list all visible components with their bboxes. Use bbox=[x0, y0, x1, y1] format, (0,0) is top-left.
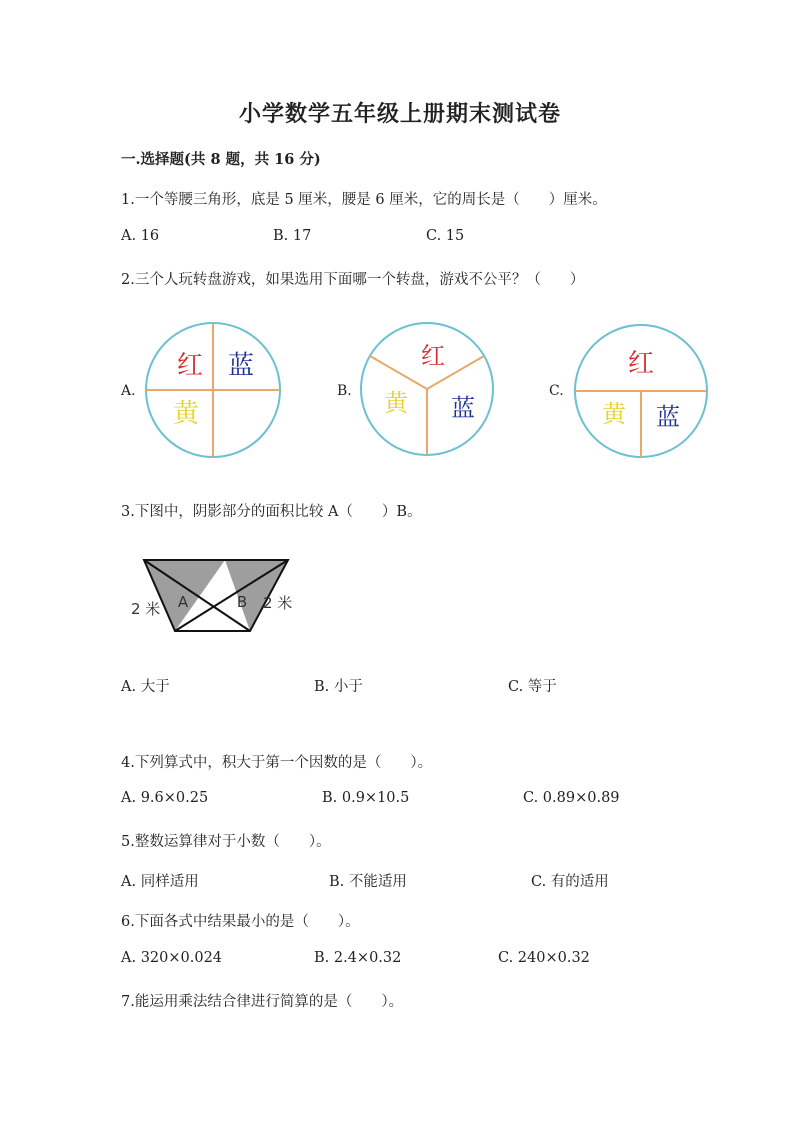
q3-option-b[interactable]: B. 小于 bbox=[314, 679, 363, 695]
trapezoid-figure bbox=[125, 552, 310, 637]
label-a: A bbox=[177, 593, 189, 611]
spinner-b-blue: 蓝 bbox=[451, 394, 475, 422]
q5-option-a[interactable]: A. 同样适用 bbox=[121, 874, 199, 890]
spinner-c-label[interactable]: C. bbox=[549, 383, 564, 399]
spinner-a-yellow: 黄 bbox=[172, 399, 200, 429]
spinner-a-blue: 蓝 bbox=[227, 351, 255, 381]
page-title: 小学数学五年级上册期末测试卷 bbox=[238, 101, 561, 127]
q6-option-b[interactable]: B. 2.4×0.32 bbox=[314, 950, 402, 966]
label-right-length: 2 米 bbox=[263, 594, 293, 612]
question-1: 1.一个等腰三角形，底是 5 厘米，腰是 6 厘米，它的周长是（ ）厘米。 bbox=[121, 192, 607, 208]
q5-option-c[interactable]: C. 有的适用 bbox=[531, 874, 609, 890]
q6-option-a[interactable]: A. 320×0.024 bbox=[121, 950, 223, 966]
spinner-c bbox=[575, 325, 707, 457]
spinner-b-divider-2 bbox=[370, 356, 427, 389]
question-3: 3.下图中，阴影部分的面积比较 A（ ）B。 bbox=[121, 504, 422, 520]
label-b: B bbox=[236, 593, 248, 611]
question-7: 7.能运用乘法结合律进行简算的是（ ）。 bbox=[121, 994, 404, 1010]
spinner-a bbox=[146, 323, 280, 457]
spinner-b-red: 红 bbox=[421, 342, 445, 370]
q1-option-c[interactable]: C. 15 bbox=[426, 228, 465, 244]
section-heading: 一.选择题(共 8 题，共 16 分) bbox=[121, 151, 321, 168]
spinner-b-label[interactable]: B. bbox=[337, 383, 352, 399]
spinner-b bbox=[361, 323, 493, 455]
q1-option-a[interactable]: A. 16 bbox=[121, 228, 160, 244]
q4-option-b[interactable]: B. 0.9×10.5 bbox=[322, 790, 410, 806]
spinner-figures bbox=[0, 310, 800, 475]
question-5: 5.整数运算律对于小数（ ）。 bbox=[121, 834, 331, 850]
q3-option-a[interactable]: A. 大于 bbox=[121, 679, 170, 695]
question-2: 2.三个人玩转盘游戏，如果选用下面哪一个转盘，游戏不公平？（ ） bbox=[121, 272, 585, 288]
question-6: 6.下面各式中结果最小的是（ ）。 bbox=[121, 914, 360, 930]
q4-option-c[interactable]: C. 0.89×0.89 bbox=[523, 790, 620, 806]
q4-option-a[interactable]: A. 9.6×0.25 bbox=[121, 790, 209, 806]
q6-option-c[interactable]: C. 240×0.32 bbox=[498, 950, 590, 966]
spinner-b-yellow: 黄 bbox=[384, 389, 408, 417]
question-4: 4.下列算式中，积大于第一个因数的是（ ）。 bbox=[121, 755, 433, 771]
q3-option-c[interactable]: C. 等于 bbox=[508, 679, 557, 695]
spinner-c-blue: 蓝 bbox=[656, 403, 680, 431]
q5-option-b[interactable]: B. 不能适用 bbox=[329, 874, 407, 890]
spinner-c-red: 红 bbox=[627, 349, 655, 379]
spinner-a-label[interactable]: A. bbox=[121, 383, 136, 399]
label-left-length: 2 米 bbox=[131, 600, 161, 618]
spinner-c-yellow: 黄 bbox=[602, 400, 626, 428]
spinner-a-red: 红 bbox=[176, 351, 204, 381]
q1-option-b[interactable]: B. 17 bbox=[273, 228, 312, 244]
